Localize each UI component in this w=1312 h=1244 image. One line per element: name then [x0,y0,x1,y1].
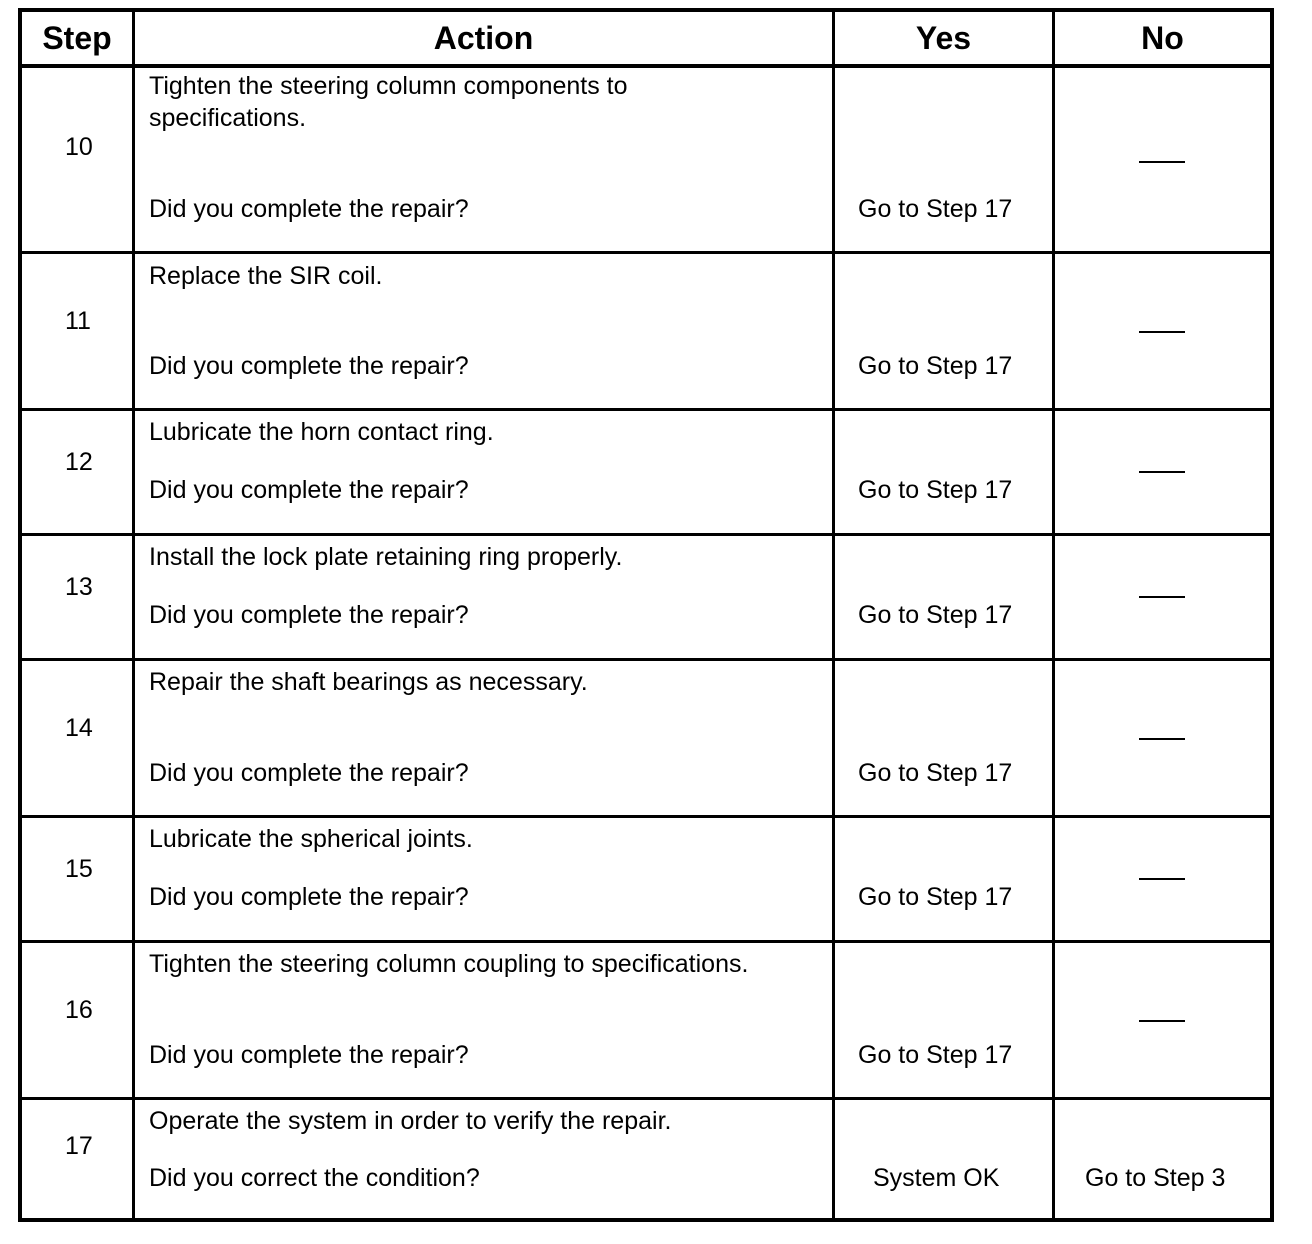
header-no: No [1141,19,1184,56]
header-action: Action [433,19,534,56]
table-row [22,661,1270,818]
no-result-dash [1139,161,1185,163]
step-number: 17 [65,1132,93,1160]
table-row [22,818,1270,943]
yes-result: Go to Step 17 [858,195,1013,223]
question-text: Did you complete the repair? [149,195,469,223]
step-number: 15 [65,855,93,883]
yes-result: Go to Step 17 [858,759,1013,787]
header-step: Step [42,19,112,56]
step-number: 13 [65,573,93,601]
no-result: Go to Step 3 [1085,1164,1226,1192]
no-result-dash [1139,1020,1185,1022]
table-row [22,943,1270,1100]
no-result-dash [1139,596,1185,598]
yes-result: Go to Step 17 [858,883,1013,911]
action-text: Operate the system in order to verify the repair. [149,1107,672,1135]
yes-result: Go to Step 17 [858,1041,1013,1069]
action-text: Install the lock plate retaining ring properly. [149,543,623,571]
question-text: Did you complete the repair? [149,883,469,911]
question-text: Did you complete the repair? [149,352,469,380]
no-result-dash [1139,471,1185,473]
action-text: specifications. [149,104,307,132]
action-text: Repair the shaft bearings as necessary. [149,668,588,696]
step-number: 12 [65,448,93,476]
yes-result: Go to Step 17 [858,601,1013,629]
question-text: Did you complete the repair? [149,759,469,787]
action-text: Tighten the steering column components to [149,72,628,100]
question-text: Did you complete the repair? [149,601,469,629]
no-result-dash [1139,738,1185,740]
table-row [22,1100,1270,1218]
table-row [22,68,1270,254]
yes-result: Go to Step 17 [858,476,1013,504]
action-text: Replace the SIR coil. [149,262,383,290]
action-text: Tighten the steering column coupling to specifications. [149,950,749,978]
yes-result: Go to Step 17 [858,352,1013,380]
yes-result: System OK [873,1164,1000,1192]
question-text: Did you complete the repair? [149,1041,469,1069]
table-row [22,254,1270,411]
question-text: Did you correct the condition? [149,1164,480,1192]
table-header [22,12,1270,68]
step-number: 10 [65,133,93,161]
diagnostic-table [18,8,1274,1222]
question-text: Did you complete the repair? [149,476,469,504]
step-number: 11 [65,307,91,335]
no-result-dash [1139,878,1185,880]
step-number: 16 [65,996,93,1024]
step-number: 14 [65,714,93,742]
table-row [22,411,1270,536]
action-text: Lubricate the spherical joints. [149,825,473,853]
header-yes: Yes [915,19,972,56]
table-row [22,536,1270,661]
action-text: Lubricate the horn contact ring. [149,418,494,446]
no-result-dash [1139,331,1185,333]
